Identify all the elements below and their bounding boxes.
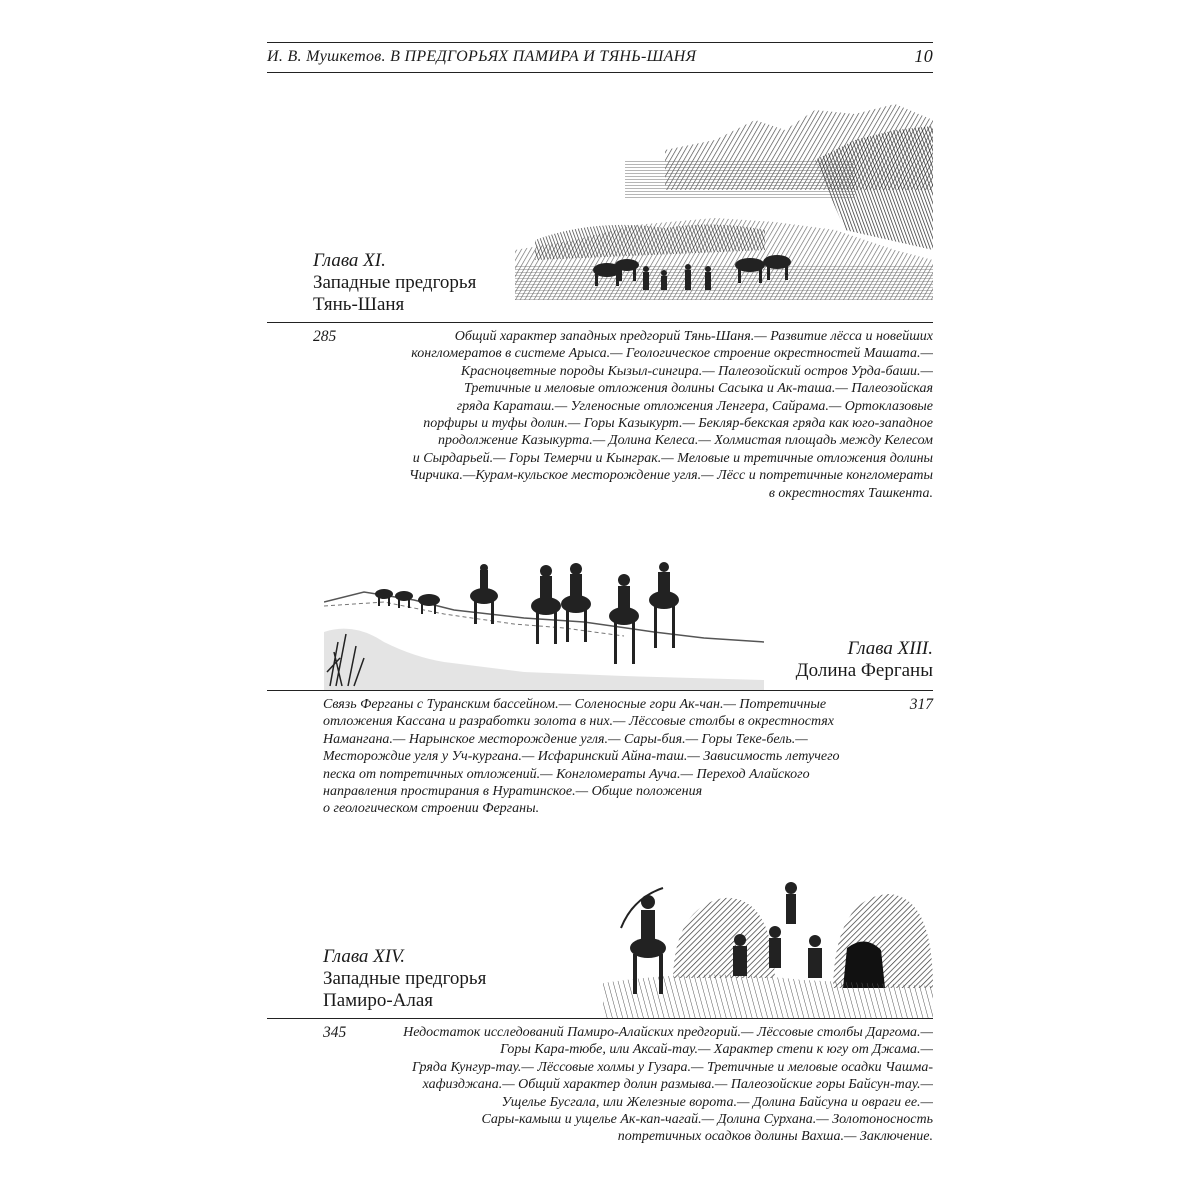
summary-line: Связь Ферганы с Туранским бассейном.— Соленосные гори Ак-чан.— Потретичные — [323, 697, 827, 712]
chapter-14-label: Глава XIV. — [323, 946, 406, 967]
summary-line: Чирчика.—Курам-кульское месторождение угля.— Лёсс и потретичные конгломераты — [409, 468, 933, 484]
summary-line: Сары-камыш и ущелье Ак-кап-чагай.— Долина Сурхана.— Золотоносность — [481, 1112, 933, 1128]
chapter-13-rule — [267, 690, 933, 691]
chapter-14-illustration — [603, 868, 933, 1018]
chapter-13-summary — [323, 696, 883, 818]
summary-line: направления простирания в Нуратинское.— Общие положения — [323, 784, 703, 800]
chapter-14-title — [323, 946, 486, 1012]
chapter-11-title — [313, 250, 476, 316]
summary-line: Общий характер западных предгорий Тянь-Шаня.— Развитие лёсса и новейших — [454, 329, 933, 344]
chapter-11-name-line-1: Западные предгорья — [313, 272, 477, 293]
chapter-14-page: 345 — [323, 1024, 347, 1041]
summary-line: Недостаток исследований Памиро-Алайских предгорий.— Лёссовые столбы Даргома.— — [403, 1025, 933, 1040]
summary-line: отложения Кассана и разработки золота в них.— Лёссовые столбы в окрестностях — [323, 714, 834, 730]
chapter-11-label: Глава XI. — [313, 250, 386, 271]
summary-line: Третичные и меловые отложения долины Сасыка и Ак-таша.— Палеозойская — [463, 381, 933, 397]
summary-line: Красноцветные породы Кызыл-сингира.— Палеозойский остров Урда-баши.— — [460, 363, 933, 379]
chapter-11-summary — [373, 328, 933, 502]
summary-line: песка от потретичных отложений.— Конгломераты Ауча.— Переход Алайского — [323, 766, 810, 782]
summary-line: конгломератов в системе Арыса.— Геологическое строение окрестностей Машата.— — [411, 346, 933, 362]
chapter-14-rule — [267, 1018, 933, 1019]
header-rule-top — [267, 42, 933, 43]
summary-line: в окрестностях Ташкента. — [768, 485, 933, 501]
summary-line: Гряда Кунгур-тау.— Лёссовые холмы у Гузара.— Третичные и меловые осадки Чашма- — [411, 1059, 933, 1075]
chapter-11-illustration — [515, 100, 933, 300]
summary-line: Намангана.— Нарынское месторождение угля.— Сары-бия.— Горы Теке-бель.— — [323, 731, 808, 747]
running-header-title: И. В. Мушкетов. В ПРЕДГОРЬЯХ ПАМИРА И ТЯНЬ-ШАНЯ — [267, 48, 697, 65]
summary-line: о геологическом строении Ферганы. — [323, 801, 540, 817]
summary-line: Горы Кара-тюбе, или Аксай-тау.— Характер степи к югу от Джама.— — [500, 1042, 933, 1058]
chapter-11-page: 285 — [313, 328, 337, 345]
chapter-13-label: Глава XIII. — [847, 638, 933, 659]
book-page — [267, 0, 933, 1200]
chapter-14-name-line-1: Западные предгорья — [323, 968, 487, 989]
summary-line: порфиры и туфы долин.— Горы Казыкурт.— Бекляр-бекская гряда как юго-западное — [423, 416, 933, 432]
summary-line: гряда Караташ.— Угленосные отложения Ленгера, Сайрама.— Ортоклазовые — [456, 398, 933, 414]
chapter-13-title — [796, 638, 933, 682]
summary-line: потретичных осадков долины Вахша.— Заключение. — [617, 1129, 933, 1145]
chapter-11-rule — [267, 322, 933, 323]
summary-line: и Сырдарьей.— Горы Темерчи и Кынграк.— Меловые и третичные отложения долины — [412, 450, 933, 466]
running-header — [267, 48, 933, 70]
page-number: 10 — [914, 46, 933, 66]
chapter-14-summary — [373, 1024, 933, 1146]
summary-line: хафизджана.— Общий характер долин размыва.— Палеозойские горы Байсун-тау.— — [422, 1077, 933, 1093]
chapter-13-illustration — [324, 562, 764, 690]
summary-line: Ущелье Бусгала, или Железные ворота.— Долина Байсуна и овраги ее.— — [501, 1094, 933, 1110]
summary-line: Месторождие угля у Уч-кургана.— Исфаринский Айна-таш.— Зависимость летучего — [323, 749, 840, 765]
chapter-13-name-line-1: Долина Ферганы — [795, 660, 933, 681]
chapter-14-name-line-2: Памиро-Алая — [323, 990, 434, 1011]
summary-line: продолжение Казыкурта.— Долина Келеса.— Холмистая площадь между Келесом — [437, 433, 933, 449]
chapter-13-page: 317 — [909, 696, 933, 713]
header-rule-bottom — [267, 72, 933, 73]
chapter-11-name-line-2: Тянь-Шаня — [313, 294, 405, 315]
